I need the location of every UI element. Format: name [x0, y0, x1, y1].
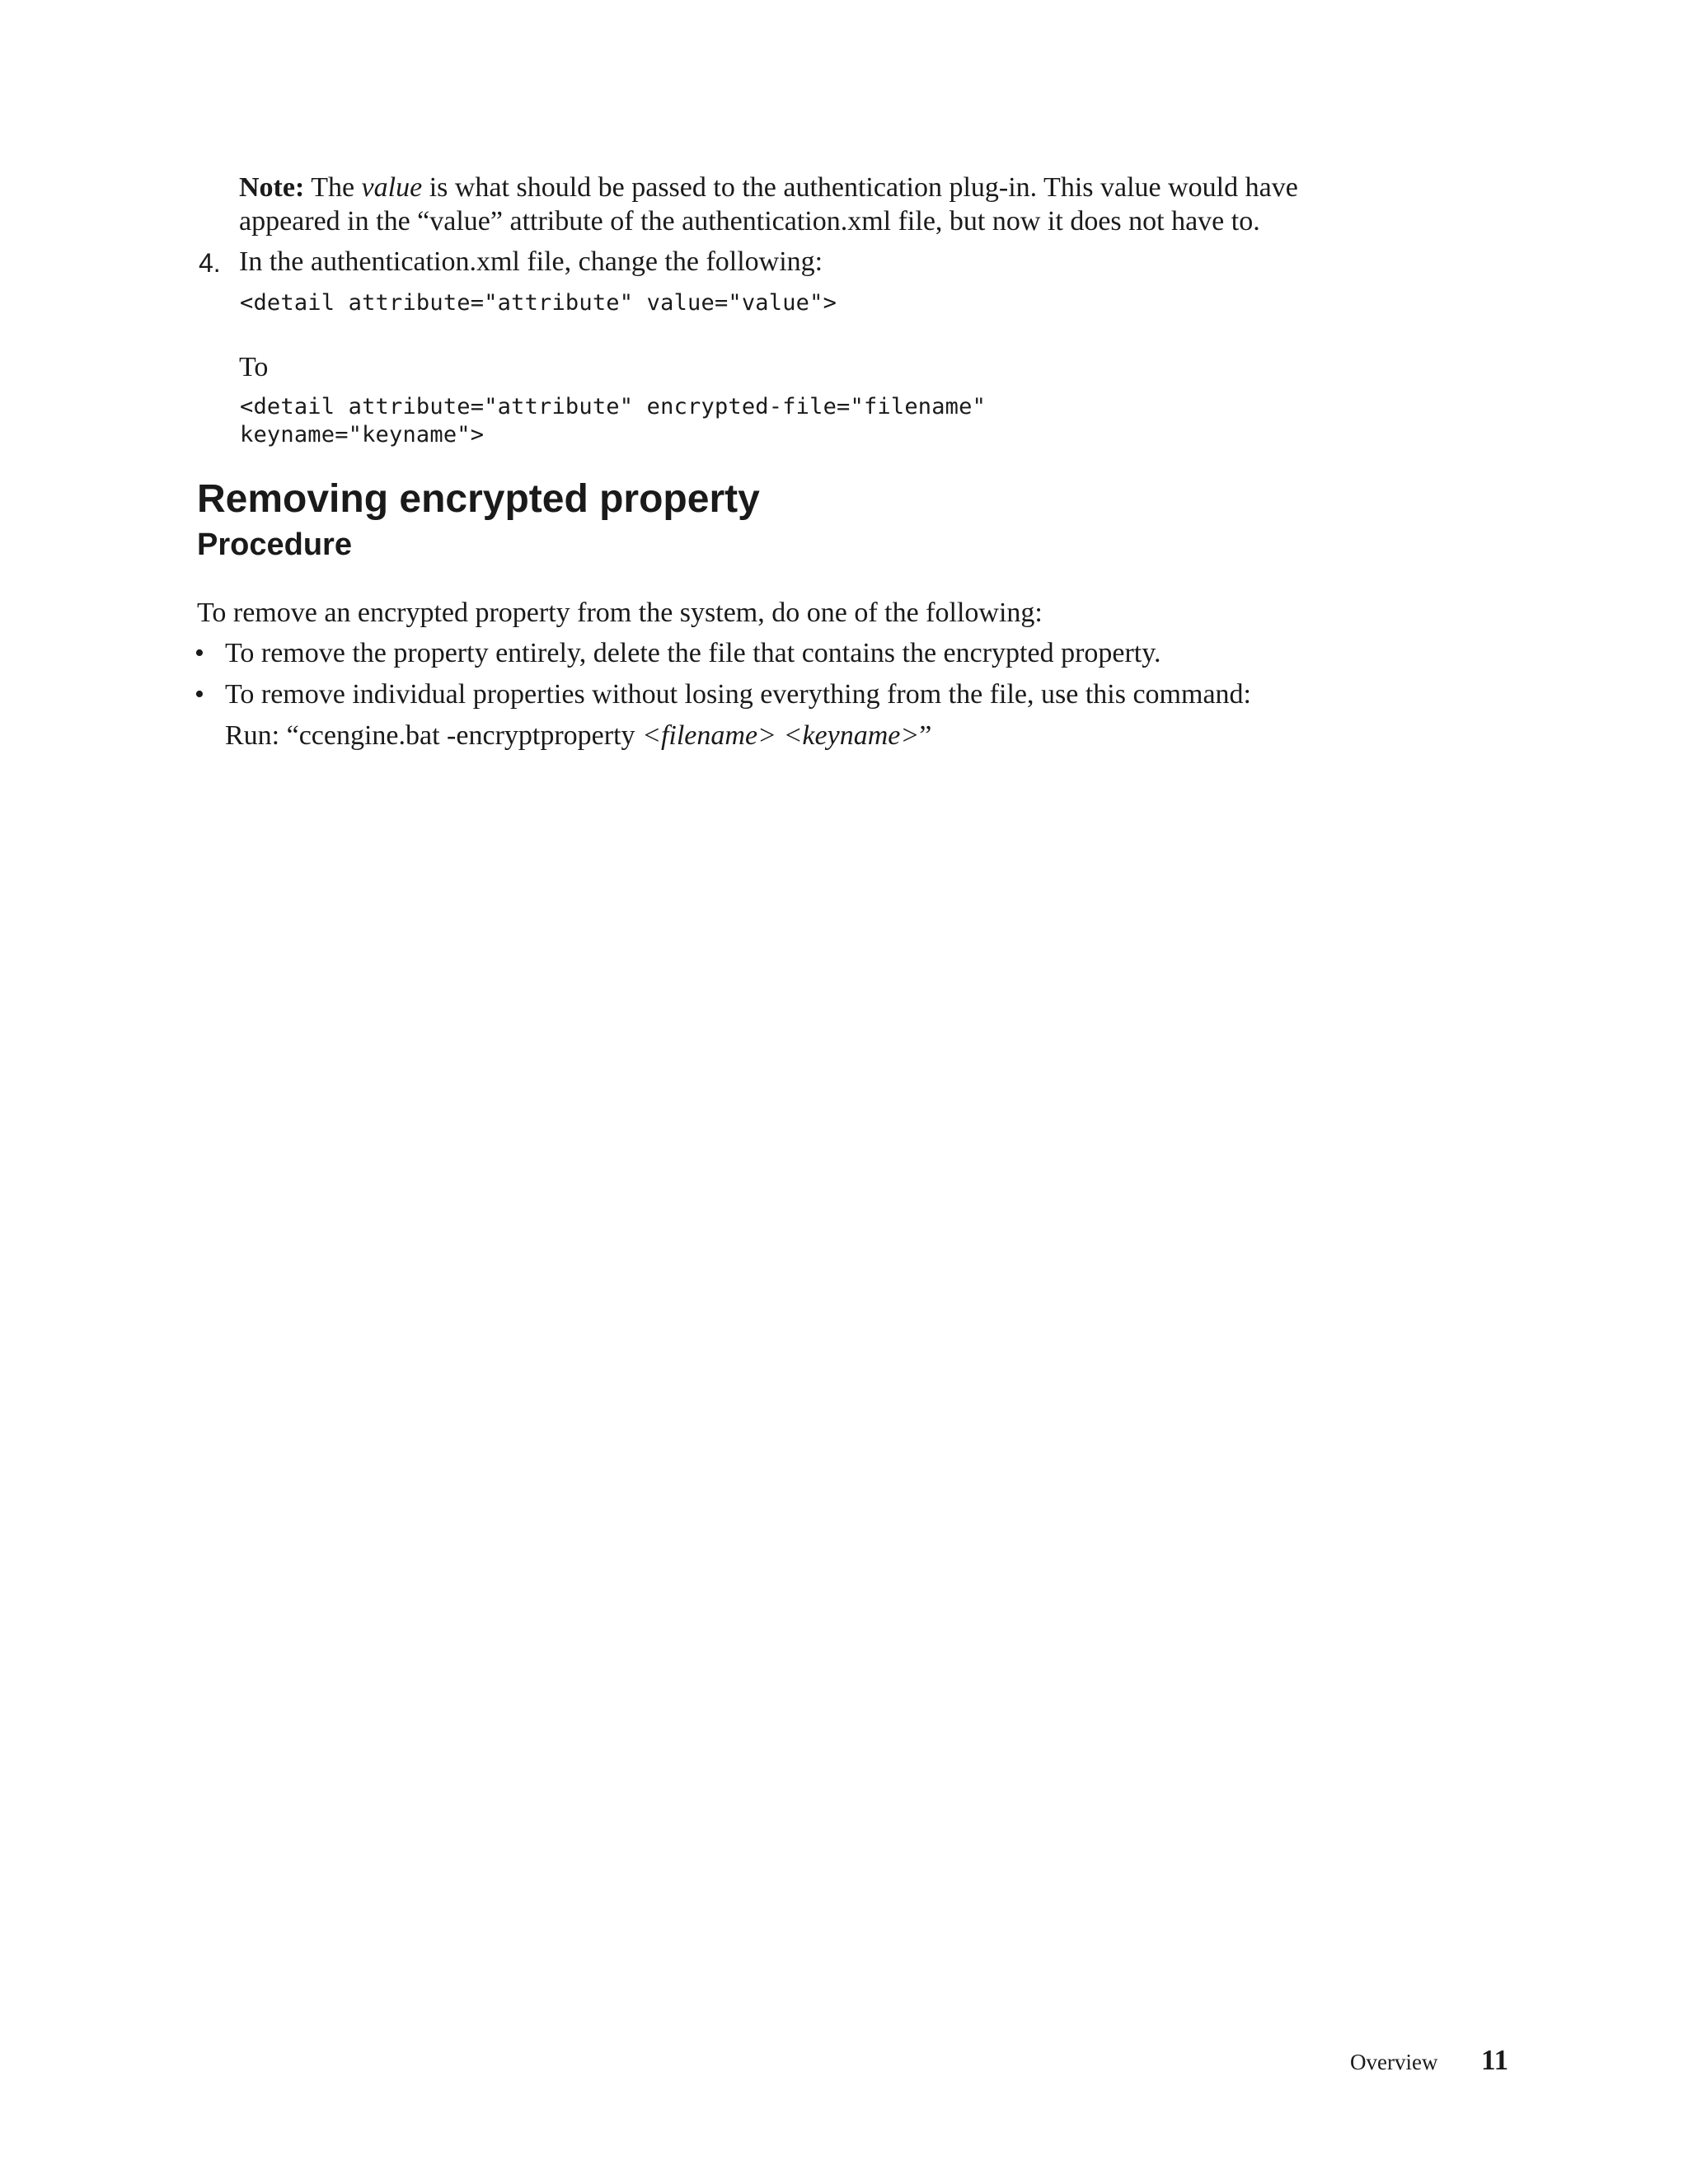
run-keyname: <keyname> — [783, 720, 920, 751]
footer-section-label: Overview — [1350, 2050, 1438, 2074]
run-filename: <filename> — [642, 720, 776, 751]
procedure-heading: Procedure — [197, 527, 352, 562]
bullet-item: To remove the property entirely, delete the file that contains the encrypted property. — [225, 638, 1161, 668]
code-after-line-1: <detail attribute="attribute" encrypted-file="filename" — [240, 394, 987, 419]
note-text-pre: The — [311, 172, 355, 203]
bullet-marker: • — [195, 638, 204, 668]
to-label: To — [239, 352, 269, 382]
note-italic-value: value — [361, 172, 423, 203]
bullet-item: To remove individual properties without losing everything from the file, use this command: — [225, 679, 1251, 710]
section-heading: Removing encrypted property — [197, 477, 760, 521]
procedure-intro: To remove an encrypted property from the system, do one of the following: — [197, 598, 1043, 628]
step-number: 4. — [199, 248, 221, 278]
note-label: Note: — [239, 172, 305, 203]
code-after-line-2: keyname="keyname"> — [240, 422, 485, 448]
step-text: In the authentication.xml file, change the following: — [239, 246, 823, 277]
page-number: 11 — [1481, 2044, 1509, 2076]
run-suffix: ” — [919, 720, 932, 751]
bullet-marker: • — [195, 679, 204, 710]
run-command — [225, 719, 931, 752]
note-text-post: is what should be passed to the authentication plug-in. This value would have — [429, 172, 1298, 203]
note-line-2: appeared in the “value” attribute of the authentication.xml file, but now it does not have to. — [239, 206, 1260, 237]
run-prefix: Run: “ccengine.bat -encryptproperty — [225, 720, 643, 751]
note-line-1 — [239, 171, 1298, 204]
code-before: <detail attribute="attribute" value="value"> — [240, 290, 837, 316]
